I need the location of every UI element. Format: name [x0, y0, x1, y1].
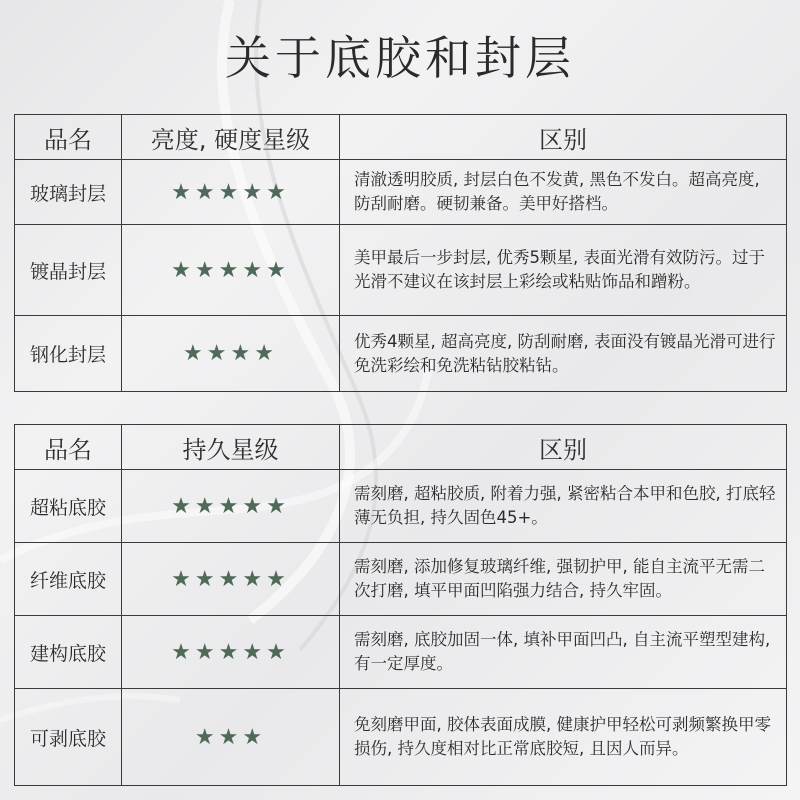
star-icon: ★	[206, 341, 231, 366]
star-icon: ★	[266, 493, 290, 519]
table-row	[15, 543, 787, 616]
star-icon: ★	[171, 566, 195, 592]
product-name: 玻璃封层	[15, 160, 122, 225]
table-row	[15, 616, 787, 689]
star-icon: ★	[254, 341, 278, 366]
star-icon: ★	[266, 257, 290, 283]
star-icon: ★	[218, 639, 243, 665]
product-name: 钢化封层	[15, 316, 122, 392]
star-icon: ★	[242, 493, 267, 519]
star-icon: ★	[194, 724, 219, 750]
star-icon: ★	[171, 639, 195, 665]
product-description: 美甲最后一步封层, 优秀5颗星, 表面光滑有效防污。过于光滑不建议在该封层上彩绘或粘贴饰品和蹭粉。	[340, 225, 787, 316]
star-icon: ★	[194, 639, 219, 665]
star-icon: ★	[242, 724, 267, 750]
star-icon: ★	[266, 179, 290, 205]
base-coat-table	[14, 424, 787, 786]
star-icon: ★	[194, 493, 219, 519]
table-row	[15, 225, 787, 316]
star-icon: ★	[266, 566, 290, 592]
header-difference: 区别	[340, 115, 787, 160]
star-icon: ★	[218, 566, 243, 592]
table-header-row	[15, 115, 787, 160]
star-rating	[122, 225, 340, 316]
star-icon: ★	[218, 724, 243, 750]
table-row	[15, 689, 787, 786]
header-rating: 亮度, 硬度星级	[122, 115, 340, 160]
product-description: 清澈透明胶质, 封层白色不发黄, 黑色不发白。超高亮度, 防刮耐磨。硬韧兼备。美甲好搭档。	[340, 160, 787, 225]
header-name: 品名	[15, 115, 122, 160]
product-description: 优秀4颗星, 超高亮度, 防刮耐磨, 表面没有镀晶光滑可进行免洗彩绘和免洗粘钻胶粘钻。	[340, 316, 787, 392]
star-rating	[122, 689, 340, 786]
header-name: 品名	[15, 425, 122, 470]
star-icon: ★	[242, 639, 267, 665]
header-rating: 持久星级	[122, 425, 340, 470]
star-icon: ★	[171, 493, 195, 519]
product-description: 免刻磨甲面, 胶体表面成膜, 健康护甲轻松可剥频繁换甲零损伤, 持久度相对比正常底胶短, 且因人而异。	[340, 689, 787, 786]
table-row	[15, 316, 787, 392]
star-icon: ★	[171, 179, 195, 205]
star-icon: ★	[242, 257, 267, 283]
star-rating	[122, 616, 340, 689]
product-description: 需刻磨, 添加修复玻璃纤维, 强韧护甲, 能自主流平无需二次打磨, 填平甲面凹陷强力结合, 持久牢固。	[340, 543, 787, 616]
star-icon: ★	[218, 179, 243, 205]
star-icon: ★	[230, 341, 255, 366]
star-rating	[122, 543, 340, 616]
star-icon: ★	[194, 257, 219, 283]
sealant-table	[14, 114, 787, 392]
product-name: 镀晶封层	[15, 225, 122, 316]
table-header-row	[15, 425, 787, 470]
star-icon: ★	[194, 179, 219, 205]
page-title: 关于底胶和封层	[225, 31, 575, 85]
header-difference: 区别	[340, 425, 787, 470]
star-rating	[122, 160, 340, 225]
table-row	[15, 160, 787, 225]
product-name: 建构底胶	[15, 616, 122, 689]
star-rating	[122, 470, 340, 543]
product-description: 需刻磨, 底胶加固一体, 填补甲面凹凸, 自主流平塑型建构, 有一定厚度。	[340, 616, 787, 689]
star-icon: ★	[171, 257, 195, 283]
star-icon: ★	[242, 566, 267, 592]
star-icon: ★	[183, 341, 207, 366]
star-icon: ★	[218, 257, 243, 283]
product-description: 需刻磨, 超粘胶质, 附着力强, 紧密粘合本甲和色胶, 打底轻薄无负担, 持久固色45+。	[340, 470, 787, 543]
product-name: 超粘底胶	[15, 470, 122, 543]
product-name: 纤维底胶	[15, 543, 122, 616]
star-icon: ★	[218, 493, 243, 519]
star-icon: ★	[242, 179, 267, 205]
star-icon: ★	[266, 639, 290, 665]
table-row	[15, 470, 787, 543]
star-icon: ★	[194, 566, 219, 592]
product-name: 可剥底胶	[15, 689, 122, 786]
star-rating	[122, 316, 340, 392]
